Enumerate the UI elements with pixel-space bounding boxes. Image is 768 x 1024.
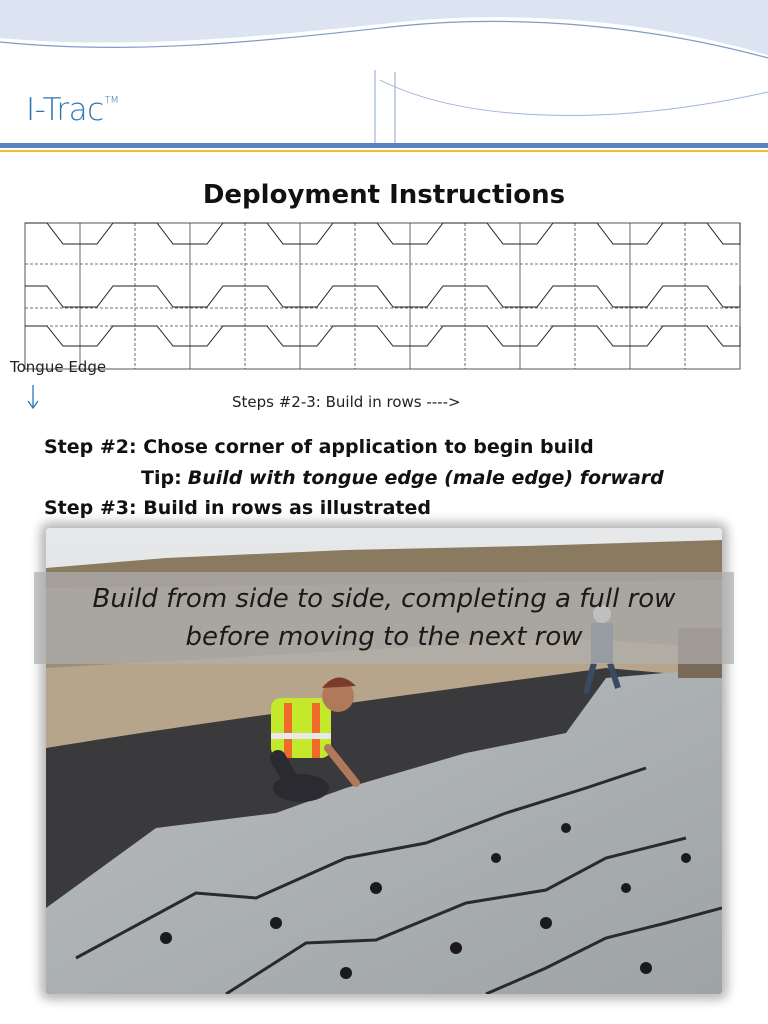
tip-detail: Build with tongue edge (male edge) forward	[187, 467, 664, 489]
down-arrow-icon	[26, 384, 40, 410]
brand-logo	[26, 92, 118, 128]
overlay-line-1: Build from side to side, completing a full row	[92, 584, 676, 614]
tile-edge-line	[25, 286, 740, 307]
layout-diagram	[24, 222, 742, 370]
tongue-edge-label: Tongue Edge	[10, 358, 107, 376]
tile-edge-line	[25, 223, 740, 244]
tip-label: Tip:	[141, 467, 182, 489]
tile-edge-line	[25, 326, 740, 346]
tip-text	[141, 467, 664, 489]
step-3-text: Step #3: Build in rows as illustrated	[44, 497, 431, 519]
overlay-line-2: before moving to the next row	[185, 622, 583, 652]
trademark: TM	[104, 95, 119, 106]
diagram-caption: Steps #2-3: Build in rows ---->	[232, 393, 461, 411]
brand-name: I-Trac	[26, 92, 104, 128]
overlay-caption	[34, 580, 734, 656]
header-wave-decoration	[0, 0, 768, 160]
step-2-text: Step #2: Chose corner of application to begin build	[44, 436, 594, 458]
page-title: Deployment Instructions	[202, 180, 566, 210]
